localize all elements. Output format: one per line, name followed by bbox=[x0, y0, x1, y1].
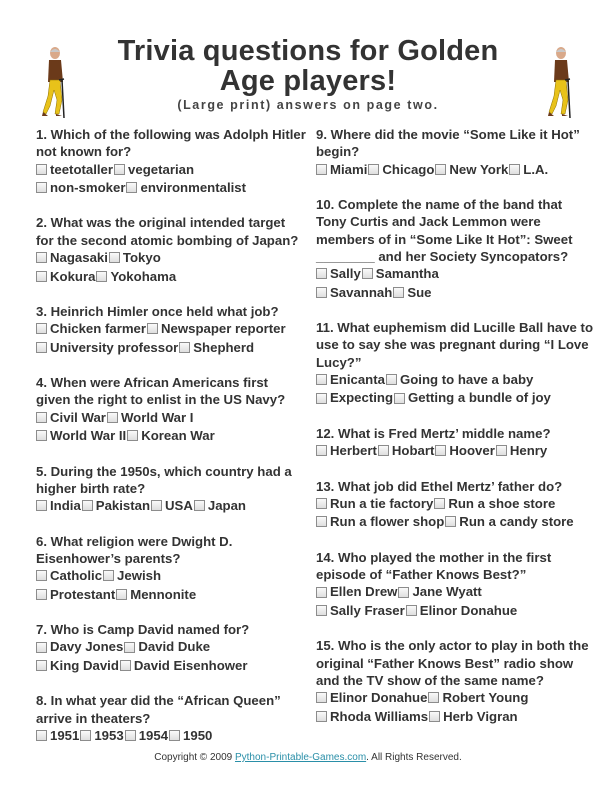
option-label: USA bbox=[165, 498, 193, 514]
checkbox-icon[interactable] bbox=[120, 660, 131, 671]
checkbox-icon[interactable] bbox=[496, 445, 507, 456]
checkbox-icon[interactable] bbox=[36, 570, 47, 581]
answer-option[interactable] bbox=[36, 339, 178, 356]
answer-option[interactable] bbox=[394, 389, 551, 406]
checkbox-icon[interactable] bbox=[36, 730, 47, 741]
answer-option[interactable] bbox=[124, 638, 210, 655]
option-label: Japan bbox=[207, 498, 246, 514]
checkbox-icon[interactable] bbox=[36, 412, 47, 423]
checkbox-icon[interactable] bbox=[428, 692, 439, 703]
answer-options bbox=[36, 567, 306, 604]
answer-option[interactable] bbox=[445, 513, 573, 530]
checkbox-icon[interactable] bbox=[36, 589, 47, 600]
option-row bbox=[316, 689, 596, 707]
answer-options bbox=[36, 320, 306, 357]
answer-options bbox=[316, 265, 596, 302]
checkbox-icon[interactable] bbox=[103, 570, 114, 581]
title-line-1: Trivia questions for Golden bbox=[117, 35, 499, 67]
answer-option[interactable] bbox=[316, 284, 392, 301]
answer-option[interactable] bbox=[316, 371, 385, 388]
option-label: Shepherd bbox=[193, 339, 255, 355]
answer-option[interactable] bbox=[378, 442, 435, 459]
question-block bbox=[316, 637, 596, 726]
answer-option[interactable] bbox=[434, 495, 555, 512]
checkbox-icon[interactable] bbox=[80, 730, 91, 741]
option-row bbox=[36, 497, 306, 515]
option-row bbox=[316, 161, 596, 179]
checkbox-icon[interactable] bbox=[114, 164, 125, 175]
answer-options bbox=[36, 727, 306, 745]
copyright-prefix: Copyright © 2009 bbox=[154, 752, 235, 763]
option-label: Rhoda Williams bbox=[330, 708, 429, 724]
answer-option[interactable] bbox=[80, 727, 123, 744]
checkbox-icon[interactable] bbox=[378, 445, 389, 456]
question-text: 10. Complete the name of the band that Tony Curtis and Jack Lemmon were members of in “Some Like It Hot”: Sweet ________ and her Society Syncopators? bbox=[316, 197, 573, 264]
checkbox-icon[interactable] bbox=[316, 498, 327, 509]
checkbox-icon[interactable] bbox=[124, 642, 135, 653]
option-label: Sally Fraser bbox=[330, 602, 405, 618]
answer-option[interactable] bbox=[36, 249, 108, 266]
question-text: 13. What job did Ethel Mertz’ father do? bbox=[316, 478, 563, 494]
answer-option[interactable] bbox=[36, 268, 95, 285]
option-label: Herbert bbox=[330, 443, 377, 459]
option-label: Korean War bbox=[141, 428, 215, 444]
answer-option[interactable] bbox=[147, 320, 286, 337]
answer-option[interactable] bbox=[435, 442, 494, 459]
option-label: Run a flower shop bbox=[330, 514, 445, 530]
checkbox-icon[interactable] bbox=[125, 730, 136, 741]
answer-option[interactable] bbox=[509, 161, 548, 178]
option-label: Sally bbox=[330, 266, 361, 282]
question-block bbox=[316, 196, 596, 302]
checkbox-icon[interactable] bbox=[36, 323, 47, 334]
answer-option[interactable] bbox=[107, 409, 194, 426]
option-label: Sue bbox=[407, 284, 432, 300]
option-label: Hoover bbox=[449, 443, 495, 459]
question-text: 8. In what year did the “African Queen” arrive in theaters? bbox=[36, 693, 281, 726]
answer-option[interactable] bbox=[36, 427, 126, 444]
option-row bbox=[36, 339, 306, 357]
question-text: 15. Who is the only actor to play in both the original “Father Knows Best” radio show and the TV show of the same name? bbox=[316, 638, 589, 688]
checkbox-icon[interactable] bbox=[509, 164, 520, 175]
option-row bbox=[316, 389, 596, 407]
option-label: Henry bbox=[509, 443, 548, 459]
option-label: Hobart bbox=[391, 443, 435, 459]
option-row bbox=[316, 583, 596, 601]
answer-option[interactable] bbox=[36, 161, 113, 178]
title-line-2: Age players! bbox=[219, 65, 397, 97]
option-label: Chicago bbox=[382, 161, 435, 177]
checkbox-icon[interactable] bbox=[82, 500, 93, 511]
option-row bbox=[316, 442, 596, 460]
option-label: 1950 bbox=[183, 727, 213, 743]
option-label: Tokyo bbox=[122, 250, 161, 266]
copyright-footer bbox=[0, 752, 616, 763]
checkbox-icon[interactable] bbox=[435, 445, 446, 456]
checkbox-icon[interactable] bbox=[126, 182, 137, 193]
option-label: Davy Jones bbox=[50, 639, 124, 655]
question-block bbox=[36, 621, 306, 675]
checkbox-icon[interactable] bbox=[116, 589, 127, 600]
checkbox-icon[interactable] bbox=[316, 516, 327, 527]
option-row bbox=[36, 179, 306, 197]
answer-option[interactable] bbox=[103, 567, 161, 584]
checkbox-icon[interactable] bbox=[398, 587, 409, 598]
question-text: 7. Who is Camp David named for? bbox=[36, 622, 250, 638]
answer-options bbox=[316, 161, 596, 179]
checkbox-icon[interactable] bbox=[445, 516, 456, 527]
option-label: Jane Wyatt bbox=[412, 584, 482, 600]
question-block bbox=[36, 126, 306, 197]
checkbox-icon[interactable] bbox=[107, 412, 118, 423]
option-label: Nagasaki bbox=[50, 250, 108, 266]
checkbox-icon[interactable] bbox=[36, 660, 47, 671]
answer-option[interactable] bbox=[36, 409, 106, 426]
checkbox-icon[interactable] bbox=[147, 323, 158, 334]
checkbox-icon[interactable] bbox=[386, 374, 397, 385]
question-block bbox=[316, 126, 596, 179]
answer-options bbox=[316, 689, 596, 726]
checkbox-icon[interactable] bbox=[316, 164, 327, 175]
answer-option[interactable] bbox=[316, 602, 405, 619]
question-text: 9. Where did the movie “Some Like it Hot” begin? bbox=[316, 127, 580, 160]
option-label: teetotaller bbox=[50, 161, 114, 177]
answer-options bbox=[316, 371, 596, 408]
question-text: 6. What religion were Dwight D. Eisenhower’s parents? bbox=[36, 533, 233, 566]
option-row bbox=[316, 708, 596, 726]
option-label: 1951 bbox=[50, 727, 80, 743]
checkbox-icon[interactable] bbox=[316, 711, 327, 722]
option-label: David Duke bbox=[138, 639, 211, 655]
checkbox-icon[interactable] bbox=[109, 252, 120, 263]
checkbox-icon[interactable] bbox=[316, 374, 327, 385]
answer-options bbox=[316, 583, 596, 620]
option-label: 1954 bbox=[138, 727, 169, 743]
checkbox-icon[interactable] bbox=[434, 498, 445, 509]
checkbox-icon[interactable] bbox=[36, 500, 47, 511]
checkbox-icon[interactable] bbox=[368, 164, 379, 175]
answer-option[interactable] bbox=[194, 497, 246, 514]
page-subtitle: (Large print) answers on page two. bbox=[177, 98, 439, 112]
answer-option[interactable] bbox=[316, 583, 397, 600]
answer-option[interactable] bbox=[169, 727, 212, 744]
answer-option[interactable] bbox=[109, 249, 161, 266]
answer-option[interactable] bbox=[316, 708, 428, 725]
option-row bbox=[36, 268, 306, 286]
question-text: 4. When were African Americans first given the right to enlist in the US Navy? bbox=[36, 375, 286, 408]
checkbox-icon[interactable] bbox=[169, 730, 180, 741]
option-row bbox=[36, 657, 306, 675]
option-label: Run a shoe store bbox=[448, 495, 556, 511]
checkbox-icon[interactable] bbox=[36, 342, 47, 353]
copyright-suffix: . All Rights Reserved. bbox=[366, 752, 462, 763]
option-label: Samantha bbox=[375, 266, 439, 282]
option-label: Elinor Donahue bbox=[419, 602, 518, 618]
answer-option[interactable] bbox=[179, 339, 254, 356]
answer-options bbox=[36, 409, 306, 446]
option-label: India bbox=[50, 498, 81, 514]
option-label: Jewish bbox=[117, 568, 162, 584]
option-label: Yokohama bbox=[110, 268, 177, 284]
option-row bbox=[36, 727, 306, 745]
option-label: non-smoker bbox=[50, 180, 126, 196]
answer-option[interactable] bbox=[362, 265, 439, 282]
option-label: Chicken farmer bbox=[50, 321, 147, 337]
answer-option[interactable] bbox=[120, 657, 248, 674]
checkbox-icon[interactable] bbox=[36, 164, 47, 175]
answer-option[interactable] bbox=[368, 161, 434, 178]
option-label: Miami bbox=[330, 161, 368, 177]
answer-option[interactable] bbox=[316, 495, 433, 512]
option-row bbox=[36, 409, 306, 427]
question-block bbox=[316, 478, 596, 532]
elderly-man-with-cane-icon bbox=[546, 44, 576, 120]
question-block bbox=[36, 692, 306, 745]
checkbox-icon[interactable] bbox=[362, 268, 373, 279]
question-text: 1. Which of the following was Adolph Hitler not known for? bbox=[36, 127, 306, 160]
option-label: vegetarian bbox=[128, 161, 195, 177]
answer-option[interactable] bbox=[393, 284, 431, 301]
question-block bbox=[36, 463, 306, 516]
question-text: 11. What euphemism did Lucille Ball have to use to say she was pregnant during “I Love Lucy?” bbox=[316, 320, 594, 370]
answer-option[interactable] bbox=[36, 727, 79, 744]
answer-option[interactable] bbox=[36, 320, 146, 337]
option-row bbox=[36, 567, 306, 585]
checkbox-icon[interactable] bbox=[316, 587, 327, 598]
answer-option[interactable] bbox=[126, 179, 246, 196]
answer-options bbox=[316, 495, 596, 532]
answer-option[interactable] bbox=[151, 497, 193, 514]
answer-option[interactable] bbox=[125, 727, 168, 744]
question-text: 2. What was the original intended target for the second atomic bombing of Japan? bbox=[36, 215, 299, 248]
option-label: Mennonite bbox=[130, 586, 197, 602]
question-text: 5. During the 1950s, which country had a higher birth rate? bbox=[36, 463, 292, 496]
option-row bbox=[36, 320, 306, 338]
option-label: Run a candy store bbox=[459, 514, 574, 530]
answer-option[interactable] bbox=[36, 657, 119, 674]
checkbox-icon[interactable] bbox=[194, 500, 205, 511]
option-label: Savannah bbox=[330, 284, 393, 300]
answer-option[interactable] bbox=[82, 497, 150, 514]
question-block bbox=[36, 303, 306, 357]
questions-right-column bbox=[316, 126, 596, 743]
checkbox-icon[interactable] bbox=[316, 692, 327, 703]
site-link[interactable]: Python-Printable-Games.com bbox=[234, 752, 367, 763]
option-label: Getting a bundle of joy bbox=[408, 390, 551, 406]
answer-options bbox=[36, 638, 306, 675]
option-row bbox=[316, 513, 596, 531]
option-row bbox=[316, 371, 596, 389]
answer-options bbox=[36, 249, 306, 286]
answer-options bbox=[316, 442, 596, 460]
answer-option[interactable] bbox=[435, 161, 508, 178]
option-label: Going to have a baby bbox=[399, 371, 534, 387]
option-label: World War I bbox=[120, 409, 194, 425]
checkbox-icon[interactable] bbox=[435, 164, 446, 175]
question-block bbox=[36, 214, 306, 285]
question-block bbox=[316, 549, 596, 620]
answer-option[interactable] bbox=[316, 442, 377, 459]
question-text: 14. Who played the mother in the first episode of “Father Knows Best?” bbox=[316, 549, 552, 583]
answer-option[interactable] bbox=[36, 638, 123, 655]
option-row bbox=[36, 161, 306, 179]
answer-options bbox=[36, 161, 306, 198]
page-title bbox=[30, 36, 586, 96]
checkbox-icon[interactable] bbox=[36, 182, 47, 193]
option-label: environmentalist bbox=[140, 180, 247, 196]
answer-option[interactable] bbox=[96, 268, 176, 285]
checkbox-icon[interactable] bbox=[96, 271, 107, 282]
option-label: Kokura bbox=[50, 268, 96, 284]
option-label: Pakistan bbox=[95, 498, 151, 514]
option-row bbox=[316, 265, 596, 283]
answer-options bbox=[36, 497, 306, 515]
answer-option[interactable] bbox=[36, 179, 125, 196]
answer-option[interactable] bbox=[114, 161, 194, 178]
option-label: Elinor Donahue bbox=[330, 690, 428, 706]
checkbox-icon[interactable] bbox=[36, 271, 47, 282]
answer-option[interactable] bbox=[316, 389, 393, 406]
checkbox-icon[interactable] bbox=[394, 393, 405, 404]
question-text: 12. What is Fred Mertz’ middle name? bbox=[316, 425, 551, 441]
option-label: Civil War bbox=[50, 409, 106, 425]
checkbox-icon[interactable] bbox=[316, 445, 327, 456]
option-label: Herb Vigran bbox=[443, 708, 518, 724]
option-row bbox=[36, 586, 306, 604]
option-label: Expecting bbox=[330, 390, 394, 406]
checkbox-icon[interactable] bbox=[316, 605, 327, 616]
question-block bbox=[36, 374, 306, 445]
option-label: 1953 bbox=[94, 727, 124, 743]
answer-option[interactable] bbox=[316, 689, 427, 706]
answer-option[interactable] bbox=[398, 583, 481, 600]
option-row bbox=[316, 495, 596, 513]
answer-option[interactable] bbox=[116, 586, 196, 603]
option-label: Enicanta bbox=[330, 371, 385, 387]
option-row bbox=[36, 249, 306, 267]
question-block bbox=[316, 425, 596, 461]
question-text: 3. Heinrich Himler once held what job? bbox=[36, 303, 279, 319]
checkbox-icon[interactable] bbox=[316, 287, 327, 298]
option-row bbox=[316, 602, 596, 620]
checkbox-icon[interactable] bbox=[429, 711, 440, 722]
answer-option[interactable] bbox=[496, 442, 547, 459]
answer-option[interactable] bbox=[428, 689, 528, 706]
option-label: David Eisenhower bbox=[133, 657, 248, 673]
option-label: Protestant bbox=[50, 586, 116, 602]
checkbox-icon[interactable] bbox=[36, 430, 47, 441]
questions-left-column bbox=[36, 126, 306, 762]
option-label: King David bbox=[50, 657, 119, 673]
option-label: Catholic bbox=[50, 568, 103, 584]
checkbox-icon[interactable] bbox=[393, 287, 404, 298]
answer-option[interactable] bbox=[406, 602, 517, 619]
answer-option[interactable] bbox=[429, 708, 518, 725]
checkbox-icon[interactable] bbox=[179, 342, 190, 353]
option-label: World War II bbox=[50, 428, 127, 444]
checkbox-icon[interactable] bbox=[127, 430, 138, 441]
option-label: Run a tie factory bbox=[330, 495, 434, 511]
option-label: Ellen Drew bbox=[330, 584, 398, 600]
answer-option[interactable] bbox=[316, 513, 444, 530]
answer-option[interactable] bbox=[127, 427, 215, 444]
option-label: Robert Young bbox=[442, 690, 529, 706]
answer-option[interactable] bbox=[36, 497, 81, 514]
option-row bbox=[316, 284, 596, 302]
question-block bbox=[316, 319, 596, 408]
answer-option[interactable] bbox=[36, 567, 102, 584]
option-label: L.A. bbox=[523, 161, 549, 177]
page-header bbox=[30, 36, 586, 118]
option-label: New York bbox=[449, 161, 509, 177]
answer-option[interactable] bbox=[36, 586, 115, 603]
checkbox-icon[interactable] bbox=[406, 605, 417, 616]
question-block bbox=[36, 533, 306, 604]
checkbox-icon[interactable] bbox=[36, 642, 47, 653]
checkbox-icon[interactable] bbox=[316, 393, 327, 404]
option-row bbox=[36, 427, 306, 445]
checkbox-icon[interactable] bbox=[151, 500, 162, 511]
answer-option[interactable] bbox=[316, 161, 367, 178]
answer-option[interactable] bbox=[386, 371, 533, 388]
option-label: University professor bbox=[50, 339, 179, 355]
option-row bbox=[36, 638, 306, 656]
answer-option[interactable] bbox=[316, 265, 361, 282]
option-label: Newspaper reporter bbox=[161, 321, 286, 337]
checkbox-icon[interactable] bbox=[316, 268, 327, 279]
checkbox-icon[interactable] bbox=[36, 252, 47, 263]
